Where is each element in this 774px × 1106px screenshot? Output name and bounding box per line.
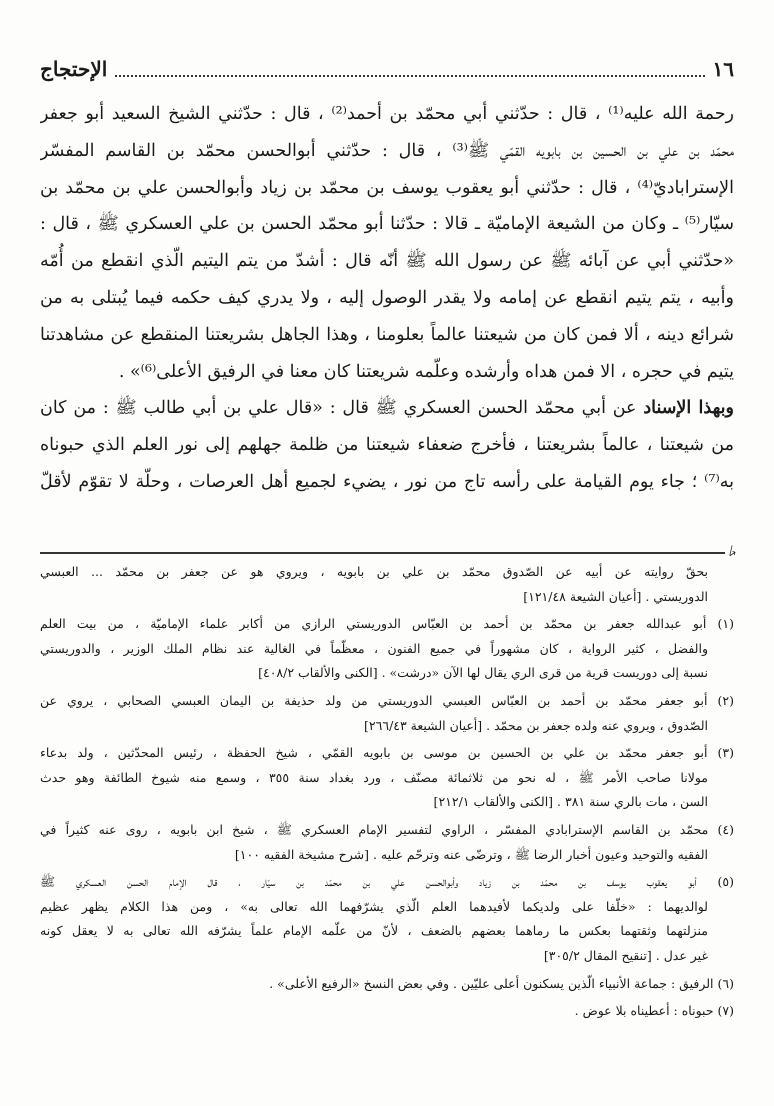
text-line: رحمة الله عليه⁽¹⁾ ، قال : حدّثني أبي محمّد بن أحمد⁽²⁾ ، قال : حدّثني الشيخ السعيد أبو جعفر <box>40 104 734 124</box>
footnote-line: السن ، مات بالري سنة ٣٨١ . [الكنى والألقاب ٢١٢/١] <box>433 794 708 810</box>
footnote-line: الدوريستي . [أعيان الشيعة ١٢١/٤٨] <box>523 588 708 604</box>
footnote-line: (٥) أبو يعقوب يوسف بن محمّد بن زياد وأبوالحسن علي بن محمّد بن سيّار ، قال الإمام الحسن العسكري ﷺ <box>40 874 734 890</box>
footnote <box>40 818 734 867</box>
text-line: وأبيه ، يتم يتيم انقطع عن إمامه ولا يقدر الوصول إليه ، ولا يدري كيف حكمه فيما يُبتلى به من <box>40 287 734 308</box>
footnote-line: مولانا صاحب الأمر ﷺ ، له نحو من ثلاثمائة مصنّف ، ورد بغداد سنة ٣٥٥ ، وسمع منه شيوخ الطائفة وهو حدث <box>40 769 708 785</box>
footnote-continuation <box>40 560 734 609</box>
footnote-line: (٣) أبو جعفر محمّد بن علي بن الحسين بن موسى بن بابويه القمّي ، شيخ الحفظة ، رئيس المحدّثين ، ولد بدعاء <box>40 745 734 761</box>
text-line: محمّد بن علي بن الحسين بن بابويه القمّي ﷺ⁽³⁾ ، قال : حدّثني أبوالحسن محمّد بن القاسم المفسّر <box>40 140 734 161</box>
footnotes <box>40 560 734 1080</box>
footnote-line: (١) أبو عبدالله جعفر بن محمّد بن أحمد بن العبّاس الدوريستي الرازي من أكابر علماء الإماميّة ، من بيت العلم <box>40 616 734 632</box>
header-dotted-rule <box>115 61 704 77</box>
footnote-line: بحقّ روايته عن أبيه عن الصّدوق محمّد بن علي بن بابويه ، ويروي هو عن جعفر بن محمّد ... العبسي <box>40 564 708 579</box>
paragraph-lead: وبهذا الإسناد <box>643 398 734 419</box>
footnote-line: الفقيه والتوحيد وعيون أخبار الرضا ﷺ ، وترضّى عنه وترحّم عليه . [شرح مشيخة الفقيه ١٠٠] <box>234 846 708 862</box>
text-line: الإستراباديّ⁽⁴⁾ ، قال : حدّثني أبو يعقوب يوسف بن محمّد بن زياد وأبوالحسن علي بن محمّد بن <box>40 177 734 198</box>
footnote-line: (٧) حبوناه : أعطيناه بلا عوض . <box>574 1003 734 1019</box>
text-span: عن أبي محمّد الحسن العسكري ﷺ قال : «قال علي بن أبي طالب ﷺ : من كان <box>40 398 644 419</box>
main-text <box>40 96 734 528</box>
footnote <box>40 612 734 686</box>
running-title: الإحتجاج <box>40 57 108 81</box>
footnote-line: نسبة إلى دوريست قرية من قرى الري يقال لها الآن «درشت» . [الكنى والألقاب ٤٠٨/٢] <box>258 665 708 681</box>
footnote <box>40 999 734 1024</box>
text-line: يتيم في حجره ، الا فمن هداه وأرشده وعلّمه شريعتنا كان معنا في الرفيق الأعلى⁽⁶⁾» . <box>118 361 734 382</box>
page-header <box>40 52 734 86</box>
footnote <box>40 870 734 968</box>
footnote <box>40 689 734 738</box>
text-line: به⁽⁷⁾ ؛ جاء يوم القيامة على رأسه تاج من نور ، يضيء لجميع أهل العرصات ، وحلّة لا تقوّم لأقلّ <box>40 471 734 492</box>
page-number: ١٦ <box>712 57 734 81</box>
footnote-line: منزلتهما وثقتهما بعكس ما رماهما بعضهم بالضعف ، لأنّ من علّمه الإمام علماً يشرّفه الله تعالى به لا يعقل كونه <box>40 923 708 939</box>
footnote-line: (٤) محمّد بن القاسم الإسترابادي المفسّر ، الراوي لتفسير الإمام العسكري ﷺ ، شيخ ابن بابويه ، روى عنه كثيراً في <box>40 821 734 837</box>
text-line <box>40 390 734 427</box>
text-line: شرائع دينه ، ألا فمن كان من شيعتنا عالماً بعلومنا ، وهذا الجاهل بشريعتنا المنقطع عن مشاهدتنا <box>40 324 734 345</box>
footnote-divider <box>40 544 736 560</box>
footnote <box>40 741 734 815</box>
footnote-line: الصّدوق ، ويروي عنه ولده جعفر بن محمّد . [أعيان الشيعة ٢٦٦/٤٣] <box>364 717 708 733</box>
footnote-line: لوالديهما : «خلّفا على ولديكما لأفيدهما العلم الّذي يشرّفهما الله تعالى به» ، ومن هذا الكلام يظهر عظيم <box>40 898 708 914</box>
text-line: «حدّثني أبي عن آبائه ﷺ عن رسول الله ﷺ أنّه قال : أشدّ من يتم اليتيم الّذي انقطع من أُمّه <box>40 251 734 272</box>
text-line: سيّار⁽⁵⁾ ـ وكان من الشيعة الإماميّة ـ قالا : حدّثنا أبو محمّد الحسن بن علي العسكري ﷺ ، قال : <box>40 214 734 235</box>
text-line: من شيعتنا ، عالماً بشريعتنا ، فأخرج ضعفاء شيعتنا من ظلمة جهلهم إلى نور العلم الذي حبوناه <box>40 435 734 456</box>
footnote-line: والفضل ، كثير الرواية ، كان مشهوراً في جميع الفنون ، معظّماً في الغالية عند نظام الملك الوزير ، والدوريستي <box>40 640 708 656</box>
footnote <box>40 972 734 997</box>
footnote-line: (٢) أبو جعفر محمّد بن أحمد بن العبّاس العبسي الدوريستي من ولد حذيفة بن اليمان العبسي الصحابي ، يروي عن <box>40 692 734 708</box>
continuation-mark-icon: ⭞ <box>725 544 736 560</box>
footnote-line: غير عدل . [تنقيح المقال ٣٠٥/٢] <box>543 947 708 963</box>
footnote-line: (٦) الرفيق : جماعة الأنبياء الّذين يسكنون أعلى عليّين . وفي بعض النسخ «الرفيع الأعلى» . <box>269 975 734 991</box>
